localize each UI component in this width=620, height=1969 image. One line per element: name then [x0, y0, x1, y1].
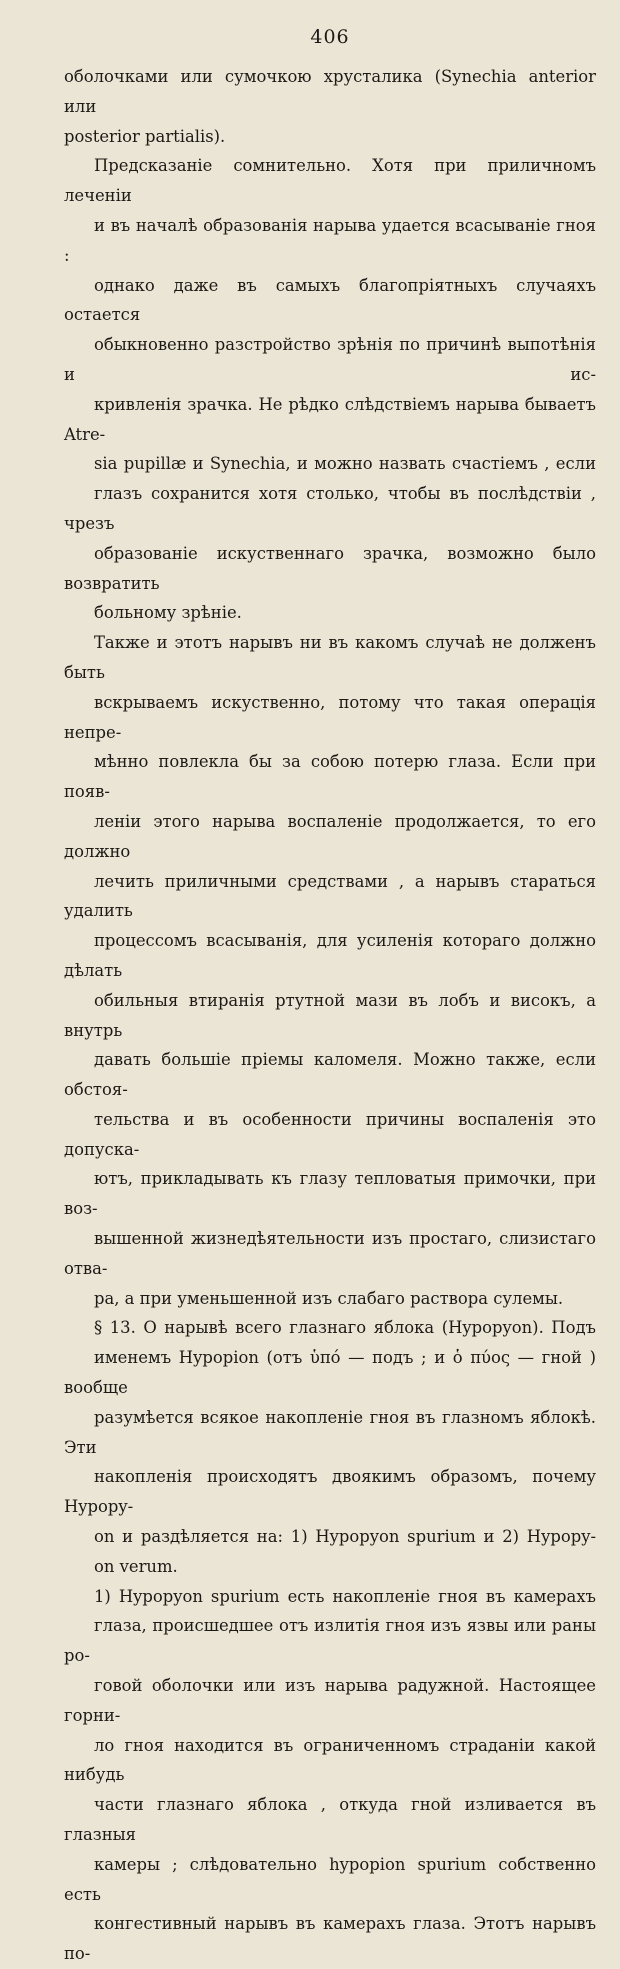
- text-line: обильныя втиранія ртутной мази въ лобъ и високъ, а внутрь: [64, 990, 596, 1040]
- text-line: § 13. О нарывѣ всего глазнаго яблока (Hypopyon). Подъ: [94, 1318, 596, 1338]
- text-line: on и раздѣляется на: 1) Hypopyon spurium и 2) Hypopy-: [94, 1527, 596, 1547]
- text-line: кривленія зрачка. Не рѣдко слѣдствіемъ нарыва бываетъ Atre-: [64, 394, 596, 444]
- paragraph-treatment: [64, 628, 596, 1313]
- paragraph-section-13: [64, 1313, 596, 1581]
- text-line: sia pupillæ и Synechia, и можно назвать счастіемъ , если: [94, 454, 596, 474]
- text-line: Также и этотъ нарывъ ни въ какомъ случаѣ не долженъ быть: [64, 633, 596, 682]
- text-line: тельства и въ особенности причины воспаленія это допуска-: [64, 1109, 596, 1159]
- text-line: говой оболочки или изъ нарыва радужной. Настоящее горни-: [64, 1676, 596, 1725]
- text-line: больному зрѣніе.: [94, 603, 242, 623]
- page-number: 406: [310, 26, 350, 48]
- text-line: глазъ сохранится хотя столько, чтобы въ послѣдствіи , чрезъ: [64, 484, 596, 533]
- paragraph-hypopyon-spurium: [64, 1582, 596, 1969]
- text-line: процессомъ всасыванія, для усиленія котораго должно дѣлать: [64, 931, 596, 980]
- text-line: 1) Hypopyon spurium есть накопленіе гноя въ камерахъ: [94, 1586, 596, 1606]
- text-line: ло гноя находится въ ограниченномъ страданіи какой нибудь: [64, 1735, 596, 1785]
- text-line: именемъ Hypopion (отъ ὑπό — подъ ; и ὁ πύος — гной ) вообще: [64, 1348, 596, 1398]
- text-line: камеры ; слѣдовательно hypopion spurium собственно есть: [64, 1854, 596, 1904]
- text-line: Предсказаніе сомнительно. Хотя при приличномъ леченіи: [64, 156, 596, 206]
- text-line: глаза, происшедшее отъ излитія гноя изъ язвы или раны ро-: [64, 1616, 596, 1666]
- text-line: разумѣется всякое накопленіе гноя въ глазномъ яблокѣ. Эти: [64, 1407, 596, 1457]
- text-line: давать большіе пріемы каломеля. Можно также, если обстоя-: [64, 1050, 596, 1100]
- text-line: накопленія происходятъ двоякимъ образомъ, почему Hypopy-: [64, 1467, 596, 1517]
- text-line: обыкновенно разстройство зрѣнія по причинѣ выпотѣнія и ис-: [64, 335, 596, 384]
- page-body: [64, 62, 596, 1969]
- text-line: лечить приличными средствами , а нарывъ стараться удалить: [64, 871, 596, 921]
- text-line: леніи этого нарыва воспаленіе продолжается, то его должно: [64, 811, 596, 861]
- text-line: вышенной жизнедѣятельности изъ простаго, слизистаго отва-: [64, 1229, 596, 1278]
- text-line: on verum.: [94, 1556, 178, 1576]
- text-line: мѣнно повлекла бы за собою потерю глаза. Если при появ-: [64, 752, 596, 802]
- text-line: оболочками или сумочкою хрусталика (Synechia anterior или: [64, 67, 596, 116]
- text-line: и въ началѣ образованія нарыва удается всасываніе гноя :: [64, 215, 596, 265]
- text-line: части глазнаго яблока , откуда гной изливается въ глазныя: [64, 1795, 596, 1845]
- text-line: posterior partialis).: [64, 126, 226, 146]
- paragraph-1: [64, 62, 596, 151]
- paragraph-prognosis: [64, 151, 596, 628]
- text-line: вскрываемъ искуственно, потому что такая операція непре-: [64, 692, 596, 742]
- text-line: конгестивный нарывъ въ камерахъ глаза. Этотъ нарывъ по-: [64, 1914, 596, 1964]
- text-line: ютъ, прикладывать къ глазу тепловатыя примочки, при воз-: [64, 1169, 596, 1219]
- text-line: образованіе искуственнаго зрачка, возможно было возвратить: [64, 543, 596, 593]
- text-line: однако даже въ самыхъ благопріятныхъ случаяхъ остается: [64, 275, 596, 325]
- text-line: ра, а при уменьшенной изъ слабаго раствора сулемы.: [94, 1288, 564, 1308]
